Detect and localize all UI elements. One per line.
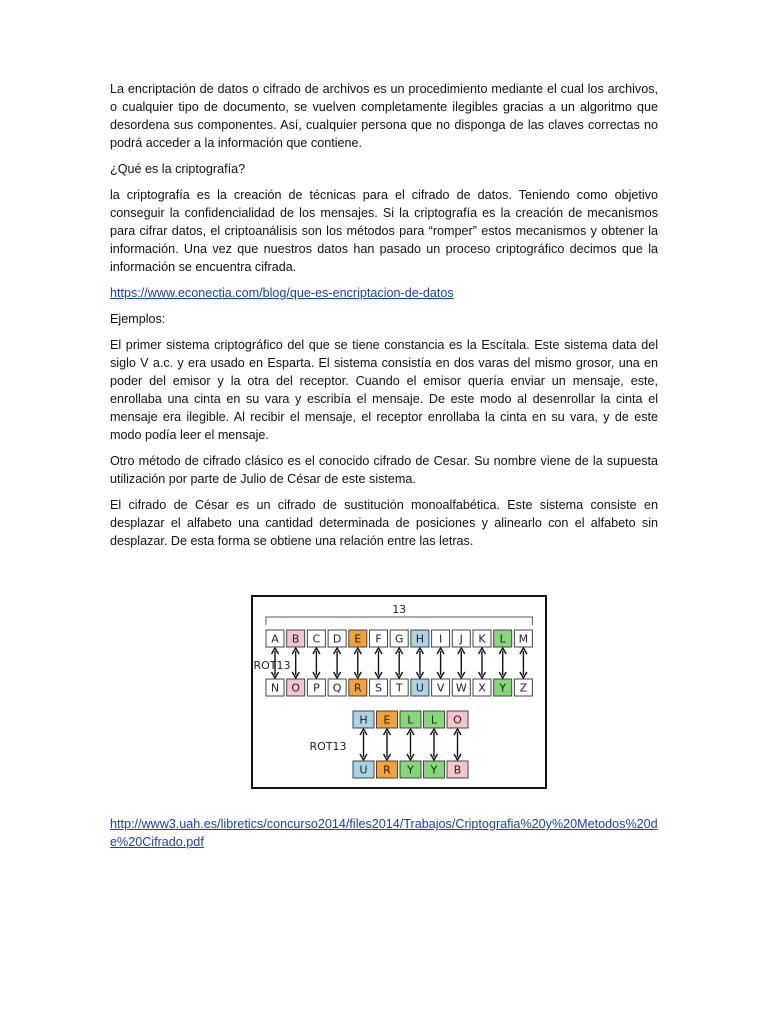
plain-letter: O	[453, 713, 462, 727]
cipher-letter: U	[359, 763, 368, 777]
bottom-letter: T	[395, 681, 403, 695]
rot13-diagram	[251, 595, 547, 789]
cipher-letter: Y	[407, 763, 414, 777]
caesar-intro-paragraph: Otro método de cifrado clásico es el conocido cifrado de Cesar. Su nombre viene de la supuesta utilización por parte de Julio de César de este sistema.	[110, 454, 658, 486]
shift-bracket	[266, 617, 532, 625]
bottom-letter: W	[455, 681, 467, 695]
top-letter: H	[415, 632, 425, 646]
bottom-letter: Z	[519, 681, 528, 695]
plain-letter: E	[383, 713, 391, 727]
question-heading: ¿Qué es la criptografía?	[110, 162, 246, 176]
intro-paragraph: La encriptación de datos o cifrado de archivos es un procedimiento mediante el cual los archivos, o cualquier tipo de documento, se vuelven completamente ilegibles gracias a un algoritmo que desordena sus componentes. Así, cualquier persona que no disponga de las claves correctas no podrá acceder a la información que contiene.	[110, 82, 658, 150]
top-letter: L	[499, 632, 506, 646]
top-letter: C	[312, 632, 321, 646]
bottom-letter: Y	[499, 681, 507, 695]
body-text	[110, 80, 658, 558]
bottom-letter: S	[375, 681, 382, 695]
bottom-letter: O	[291, 681, 301, 695]
bottom-letter: U	[415, 681, 424, 695]
bottom-letter: N	[270, 681, 280, 695]
bottom-letter: Q	[332, 681, 342, 695]
top-letter: I	[438, 632, 443, 646]
plain-letter: L	[407, 713, 414, 727]
bottom-letter: P	[313, 681, 320, 695]
definition-paragraph: la criptografía es la creación de técnicas para el cifrado de datos. Teniendo como objetivo conseguir la confidencialidad de los mensajes. Si la criptografía es la creación de mecanismos para cifrar datos, el criptoanálisis son los métodos para “romper” estos mecanismos y obtener la información. Una vez que nuestros datos han pasado un proceso criptográfico decimos que la información se encuentra cifrada.	[110, 188, 658, 274]
econectia-link[interactable]: https://www.econectia.com/blog/que-es-encriptacion-de-datos	[110, 286, 454, 300]
top-letter: D	[332, 632, 342, 646]
bottom-letter: R	[353, 681, 362, 695]
bottom-letter: X	[478, 681, 486, 695]
top-letter: B	[291, 632, 300, 646]
top-letter: A	[271, 632, 279, 646]
cipher-letter: R	[383, 763, 391, 777]
cipher-letter: Y	[430, 763, 438, 777]
rot13-label-alphabet: ROT13	[253, 659, 291, 672]
top-letter: E	[354, 632, 362, 646]
bottom-letter: V	[436, 681, 445, 695]
plain-letter: L	[430, 713, 438, 727]
shift-label: 13	[392, 603, 407, 616]
cipher-letter: B	[453, 763, 462, 777]
caesar-detail-paragraph: El cifrado de César es un cifrado de sustitución monoalfabética. Este sistema consiste en desplazar el alfabeto una cantidad determinada de posiciones y alinearlo con el alfabeto sin desplazar. De esta forma se obtiene una relación entre las letras.	[110, 498, 658, 548]
top-letter: G	[394, 632, 404, 646]
rot13-label-word: ROT13	[309, 740, 347, 753]
examples-heading: Ejemplos:	[110, 312, 166, 326]
uah-pdf-link[interactable]: http://www3.uah.es/libretics/concurso2014/files2014/Trabajos/Criptografia%20y%20Metodos%20de%20Cifrado.pdf	[110, 817, 658, 849]
top-letter: F	[375, 632, 382, 646]
plain-letter: H	[359, 713, 368, 727]
top-letter: J	[459, 632, 463, 646]
rot13-diagram-svg	[253, 597, 545, 787]
top-letter: K	[478, 632, 486, 646]
top-letter: M	[518, 632, 529, 646]
scytale-paragraph: El primer sistema criptográfico del que se tiene constancia es la Escítala. Este sistema data del siglo V a.c. y era usado en Esparta. El sistema consistía en dos varas del mismo grosor, una en poder del emisor y la otra del receptor. Cuando el emisor quería enviar un mensaje, este, enrollaba una cinta en su vara y escribía el mensaje. De este modo al desenrollar la cinta el mensaje era ilegible. Al recibir el mensaje, el receptor enrollaba la cinta en su vara, y de este modo podía leer el mensaje.	[110, 338, 658, 442]
